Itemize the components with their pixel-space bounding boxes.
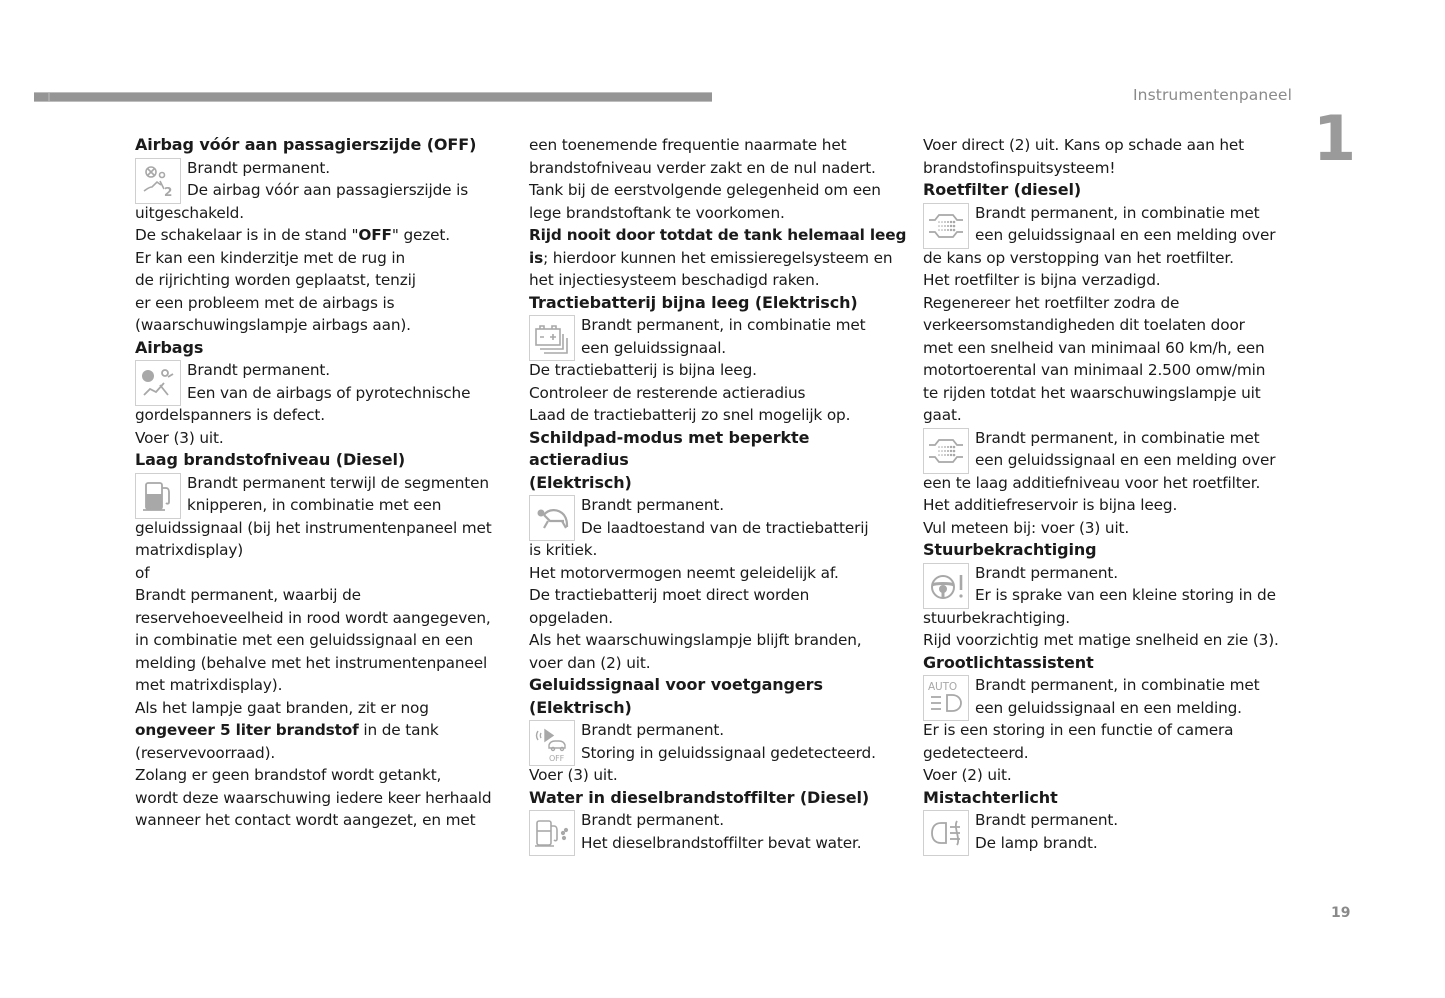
section-particle-filter-additive [923,427,1293,540]
text-line: De schakelaar is in de stand "OFF" gezet. [135,226,450,244]
text-line: Het motorvermogen neemt geleidelijk af. [529,563,839,582]
text-line: geluidssignaal (bij het instrumentenpaneel met [135,518,492,537]
text-line: Voer direct (2) uit. Kans op schade aan het [923,136,1244,154]
text-line: in combinatie met een geluidssignaal en een [135,631,474,649]
text-line: motortoerental van minimaal 2.500 omw/min [923,361,1266,379]
icon-row [529,314,904,359]
text-line: een geluidssignaal en een melding. [975,698,1242,717]
section-turtle-mode [529,427,904,675]
text-line: wordt deze waarschuwing iedere keer herhaald [135,788,492,807]
text-line: brandstofinspuitsysteem! [923,158,1116,177]
text-line: Brandt permanent, in combinatie met [975,203,1260,222]
text-line: knipperen, in combinatie met een [187,496,442,514]
text-line: Een van de airbags of pyrotechnische [187,383,471,402]
section-low-fuel [135,449,510,832]
svg-text:OFF: OFF [549,754,565,763]
text-line: (reservevoorraad). [135,743,276,762]
text-line: uitgeschakeld. [135,203,244,222]
text-line: Regenereer het roetfilter zodra de [923,293,1180,312]
icon-row [923,809,1293,854]
text-line: Voer (3) uit. [529,766,618,784]
svg-text:2: 2 [164,184,173,199]
text-line: gordelspanners is defect. [135,406,325,424]
particle-filter-icon [923,428,969,474]
text-line: gedetecteerd. [923,743,1029,762]
text-line: (waarschuwingslampje airbags aan). [135,316,411,334]
text-line: te rijden totdat het waarschuwingslampje uit [923,383,1261,402]
icon-row [529,719,904,764]
text-line: Rijd voorzichtig met matige snelheid en zie (3). [923,631,1279,649]
text-line: Brandt permanent. [975,563,1118,582]
water-in-diesel-icon [529,810,575,856]
text-line: wanneer het contact wordt aangezet, en met [135,811,476,829]
svg-text:AUTO: AUTO [928,681,957,693]
airbag-fault-icon [135,360,181,406]
text-line: met een snelheid van minimaal 60 km/h, een [923,338,1265,357]
icon-row [135,157,510,202]
text-line: Brandt permanent. [187,158,330,177]
text-line: Brandt permanent, in combinatie met [975,428,1260,447]
text-line: De lamp brandt. [975,833,1098,852]
text-line: lege brandstoftank te voorkomen. [529,203,785,222]
text-line: Als het lampje gaat branden, zit er nog [135,698,429,717]
text-line: Er kan een kinderzitje met de rug in [135,248,405,267]
text-line: voer dan (2) uit. [529,653,651,672]
text-line: Laad de tractiebatterij zo snel mogelijk op. [529,406,851,424]
text-line: Rijd nooit door totdat de tank helemaal leeg [529,226,907,244]
section-airbag-off [135,134,510,337]
icon-row [923,427,1293,472]
text-line: Brandt permanent. [581,496,724,514]
section-heading: Grootlichtassistent [923,652,1094,672]
text-line: De tractiebatterij is bijna leeg. [529,361,757,379]
power-steering-fault-icon [923,563,969,609]
text-line: Brandt permanent, in combinatie met [975,676,1260,694]
text-line: is; hierdoor kunnen het emissieregelsysteem en [529,248,893,267]
text-line: Brandt permanent terwijl de segmenten [187,473,489,492]
column-1 [135,134,510,832]
section-water-in-diesel [529,787,904,855]
section-heading: Schildpad-modus met beperkte actieradius (Elektrisch) [529,427,810,492]
text-line: Vul meteen bij: voer (3) uit. [923,518,1130,537]
section-heading: Roetfilter (diesel) [923,180,1082,199]
text-line: een te laag additiefniveau voor het roetfilter. [923,473,1261,492]
text-line: reservehoeveelheid in rood wordt aangegeven, [135,608,491,627]
text-line: Brandt permanent, waarbij de [135,586,361,604]
text-line: Brandt permanent. [187,361,330,379]
section-rear-fog-light [923,787,1293,855]
text-line: het injectiesysteem beschadigd raken. [529,271,820,289]
icon-row [923,562,1293,607]
section-power-steering [923,539,1293,652]
text-line: met matrixdisplay). [135,676,283,694]
column-2 [529,134,907,854]
text-line: verkeersomstandigheden dit toelaten door [923,316,1245,334]
text-line: Zolang er geen brandstof wordt getankt, [135,766,442,784]
text-line: melding (behalve met het instrumentenpaneel [135,653,488,672]
section-heading: Stuurbekrachtiging [923,540,1097,559]
section-heading: Airbag vóór aan passagierszijde (OFF) [135,135,477,154]
section-title: Instrumentenpaneel [1133,86,1292,104]
header-rule [34,92,712,102]
icon-row [923,674,1293,719]
text-line: een geluidssignaal en een melding over [975,451,1276,469]
text-line: er een probleem met de airbags is [135,293,395,312]
section-particle-filter [923,179,1293,427]
text-line: brandstofniveau verder zakt en de nul nadert. [529,158,876,177]
text-line: Er is sprake van een kleine storing in de [975,586,1276,604]
page-number: 19 [1331,905,1351,921]
section-heading: Geluidssignaal voor voetgangers (Elektrisch) [529,675,823,717]
section-high-beam-assist [923,652,1293,787]
text-line: is kritiek. [529,541,598,559]
text-line: Brandt permanent, in combinatie met [581,316,866,334]
text-line: een toenemende frequentie naarmate het [529,136,847,154]
text-line: Het dieselbrandstoffilter bevat water. [581,833,862,852]
text-line: de rijrichting worden geplaatst, tenzij [135,271,416,289]
text-line: ongeveer 5 liter brandstof in de tank [135,721,439,739]
text-line: of [135,563,150,582]
text-line: Er is een storing in een functie of camera [923,721,1234,739]
text-line: Voer (2) uit. [923,766,1012,784]
section-low-fuel-continued [529,134,907,292]
icon-row [135,359,510,404]
text-line: De tractiebatterij moet direct worden [529,586,810,604]
particle-filter-icon [923,203,969,249]
text-line: Brandt permanent. [975,811,1118,829]
text-line: Storing in geluidssignaal gedetecteerd. [581,743,876,762]
section-heading: Tractiebatterij bijna leeg (Elektrisch) [529,292,858,312]
column-3 [923,134,1293,854]
text-line: stuurbekrachtiging. [923,608,1071,627]
text-line: gaat. [923,406,962,424]
text-line: Brandt permanent. [581,721,724,739]
text-line: Als het waarschuwingslampje blijft branden, [529,631,862,649]
section-water-continued [923,134,1293,179]
text-line: Tank bij de eerstvolgende gelegenheid om een [529,181,881,199]
section-pedestrian-sound [529,674,904,787]
passenger-airbag-off-icon [135,158,181,204]
header-rule-notch [48,93,50,101]
text-line: Het additiefreservoir is bijna leeg. [923,496,1178,514]
icon-row [923,202,1293,247]
section-heading: Airbags [135,337,204,357]
section-heading: Laag brandstofniveau (Diesel) [135,450,406,469]
turtle-mode-icon [529,495,575,541]
icon-row [135,472,510,517]
fuel-pump-icon [135,473,181,519]
text-line: opgeladen. [529,608,613,627]
text-line: matrixdisplay) [135,541,244,559]
icon-row [529,494,904,539]
section-heading: Water in dieselbrandstoffilter (Diesel) [529,787,870,807]
text-line: De laadtoestand van de tractiebatterij [581,518,869,537]
text-line: Het roetfilter is bijna verzadigd. [923,271,1161,289]
text-line: Brandt permanent. [581,811,724,829]
text-line: Voer (3) uit. [135,428,224,447]
traction-battery-icon [529,315,575,361]
rear-fog-light-icon [923,810,969,856]
chapter-number: 1 [1313,102,1357,175]
text-line: een geluidssignaal en een melding over [975,226,1276,244]
text-line: een geluidssignaal. [581,338,727,357]
text-line: De airbag vóór aan passagierszijde is [187,181,469,199]
text-line: Controleer de resterende actieradius [529,383,806,402]
pedestrian-sound-off-icon [529,720,575,766]
section-heading: Mistachterlicht [923,787,1058,807]
text-line: de kans op verstopping van het roetfilter. [923,248,1234,267]
section-airbags [135,337,510,450]
auto-high-beam-icon [923,675,969,721]
section-traction-battery [529,292,904,427]
icon-row [529,809,904,854]
